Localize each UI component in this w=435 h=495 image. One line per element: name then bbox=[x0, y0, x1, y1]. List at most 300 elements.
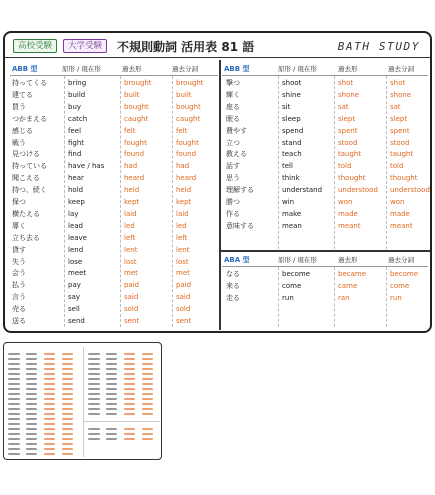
thumbnail-text-mark bbox=[88, 383, 100, 385]
past-cell: won bbox=[338, 198, 353, 206]
thumbnail-text-mark bbox=[142, 373, 153, 375]
thumbnail-text-mark bbox=[62, 353, 73, 355]
base-cell: find bbox=[68, 150, 82, 159]
past-cell: led bbox=[124, 221, 135, 230]
meaning-cell: 感じる bbox=[12, 126, 33, 135]
base-cell: become bbox=[282, 270, 311, 278]
meaning-cell: 教える bbox=[226, 150, 247, 159]
thumbnail-text-mark bbox=[88, 398, 100, 400]
base-cell: hear bbox=[68, 174, 84, 183]
pp-cell: heard bbox=[176, 174, 197, 183]
meaning-cell: なる bbox=[226, 270, 240, 278]
thumbnail-text-mark bbox=[8, 378, 20, 380]
table-row bbox=[222, 281, 428, 293]
past-cell: sold bbox=[124, 305, 139, 314]
meaning-cell: 払う bbox=[12, 281, 26, 290]
table-header bbox=[222, 253, 428, 267]
badge-university[interactable]: 大学受験 bbox=[63, 39, 107, 53]
thumbnail-text-mark bbox=[8, 363, 20, 365]
meaning-cell: 意味する bbox=[226, 221, 254, 230]
thumbnail-text-mark bbox=[8, 413, 20, 415]
thumbnail-text-mark bbox=[44, 443, 55, 445]
meaning-cell: 買う bbox=[12, 102, 26, 111]
thumbnail-text-mark bbox=[142, 388, 153, 390]
thumbnail-text-mark bbox=[62, 453, 73, 455]
thumbnail-text-mark bbox=[44, 363, 55, 365]
thumbnail-text-mark bbox=[142, 403, 153, 405]
thumbnail-text-mark bbox=[142, 378, 153, 380]
thumbnail-text-mark bbox=[106, 393, 117, 395]
past-cell: became bbox=[338, 270, 367, 278]
past-cell: laid bbox=[124, 209, 137, 218]
thumbnail-text-mark bbox=[8, 398, 20, 400]
base-cell: lead bbox=[68, 221, 83, 230]
meaning-cell: 失う bbox=[12, 257, 26, 266]
table-row bbox=[10, 316, 218, 328]
pp-cell: stood bbox=[390, 138, 410, 147]
thumbnail-text-mark bbox=[62, 403, 73, 405]
past-cell: caught bbox=[124, 114, 149, 123]
pp-cell: lost bbox=[176, 257, 189, 266]
thumbnail-text-mark bbox=[44, 388, 55, 390]
thumbnail-text-mark bbox=[44, 428, 55, 430]
meaning-cell: 立つ bbox=[226, 138, 240, 147]
table-row bbox=[10, 197, 218, 209]
base-cell: fight bbox=[68, 138, 85, 147]
past-header: 過去形 bbox=[338, 65, 358, 73]
base-cell: sell bbox=[68, 305, 80, 314]
thumbnail-text-mark bbox=[26, 403, 37, 405]
column-separator bbox=[334, 267, 335, 327]
column-separator bbox=[334, 76, 335, 249]
meaning-cell: 持ってくる bbox=[12, 79, 47, 87]
thumbnail-text-mark bbox=[62, 393, 73, 395]
thumbnail-text-mark bbox=[124, 433, 135, 435]
pp-header: 過去分詞 bbox=[388, 65, 414, 73]
pp-cell: slept bbox=[390, 114, 408, 123]
thumbnail-text-mark bbox=[44, 398, 55, 400]
table-row bbox=[222, 114, 428, 126]
base-cell: shoot bbox=[282, 79, 302, 87]
thumbnail-text-mark bbox=[26, 413, 37, 415]
thumbnail-text-mark bbox=[26, 353, 37, 355]
table-row bbox=[10, 209, 218, 221]
thumbnail-text-mark bbox=[8, 353, 20, 355]
thumbnail-text-mark bbox=[88, 368, 100, 370]
thumbnail-text-mark bbox=[44, 453, 55, 455]
thumbnail-text-mark bbox=[124, 403, 135, 405]
thumbnail-text-mark bbox=[62, 433, 73, 435]
base-cell: lay bbox=[68, 209, 79, 218]
thumbnail-text-mark bbox=[44, 413, 55, 415]
thumbnail-text-mark bbox=[124, 363, 135, 365]
thumbnail-text-mark bbox=[26, 438, 37, 440]
thumbnail-text-mark bbox=[8, 453, 20, 455]
thumbnail-text-mark bbox=[124, 358, 135, 360]
thumbnail-text-mark bbox=[142, 353, 153, 355]
past-cell: lost bbox=[124, 257, 137, 266]
meaning-cell: 作る bbox=[226, 209, 240, 218]
pp-cell: bought bbox=[176, 102, 201, 111]
past-cell: found bbox=[124, 150, 145, 159]
table-row bbox=[10, 102, 218, 114]
thumbnail-text-mark bbox=[142, 393, 153, 395]
base-cell: think bbox=[282, 174, 300, 183]
table-row bbox=[222, 197, 428, 209]
pattern-label: ABB 型 bbox=[12, 65, 38, 73]
thumbnail-text-mark bbox=[44, 408, 55, 410]
past-cell: paid bbox=[124, 281, 140, 290]
brand-logo: BATH STUDY bbox=[337, 40, 420, 53]
table-row bbox=[222, 78, 428, 90]
thumbnail-text-mark bbox=[142, 383, 153, 385]
table-row bbox=[222, 269, 428, 281]
thumbnail-text-mark bbox=[44, 378, 55, 380]
thumbnail-text-mark bbox=[26, 428, 37, 430]
base-cell: shine bbox=[282, 90, 301, 99]
meaning-cell: 戦う bbox=[12, 138, 26, 147]
thumbnail-text-mark bbox=[62, 363, 73, 365]
meaning-cell: 持っている bbox=[12, 162, 47, 171]
meaning-cell: 理解する bbox=[226, 186, 254, 195]
table-row bbox=[10, 173, 218, 185]
thumbnail-text-mark bbox=[44, 358, 55, 360]
thumbnail-text-mark bbox=[106, 368, 117, 370]
thumbnail-text-mark bbox=[8, 358, 20, 360]
past-cell: sent bbox=[124, 317, 140, 325]
table-row bbox=[222, 221, 428, 233]
past-cell: thought bbox=[338, 174, 366, 183]
base-cell: win bbox=[282, 198, 295, 206]
thumbnail-text-mark bbox=[142, 438, 153, 440]
meaning-cell: 座る bbox=[226, 102, 240, 111]
table-row bbox=[10, 268, 218, 280]
thumbnail-text-mark bbox=[26, 378, 37, 380]
base-cell: make bbox=[282, 209, 302, 218]
pp-cell: told bbox=[390, 162, 404, 171]
thumbnail-text-mark bbox=[106, 388, 117, 390]
past-header: 過去形 bbox=[338, 256, 358, 264]
thumbnail-text-mark bbox=[106, 408, 117, 410]
past-cell: brought bbox=[124, 79, 152, 87]
thumbnail-text-mark bbox=[62, 368, 73, 370]
base-cell: bring bbox=[68, 79, 87, 87]
thumbnail-text-mark bbox=[88, 413, 100, 415]
pp-cell: sat bbox=[390, 102, 401, 111]
meaning-cell: 眠る bbox=[226, 114, 240, 123]
base-cell: sit bbox=[282, 102, 291, 111]
thumbnail-preview[interactable] bbox=[3, 342, 162, 460]
thumbnail-text-mark bbox=[26, 383, 37, 385]
badge-high-school[interactable]: 高校受験 bbox=[13, 39, 57, 53]
thumbnail-text-mark bbox=[124, 413, 135, 415]
past-cell: made bbox=[338, 209, 358, 218]
past-cell: shot bbox=[338, 79, 354, 87]
base-cell: mean bbox=[282, 221, 302, 230]
base-cell: tell bbox=[282, 162, 293, 171]
past-cell: held bbox=[124, 186, 140, 195]
thumbnail-text-mark bbox=[44, 438, 55, 440]
thumbnail-text-mark bbox=[106, 428, 117, 430]
past-cell: came bbox=[338, 281, 358, 290]
pp-cell: understood bbox=[390, 186, 430, 195]
base-header: 原形 / 現在形 bbox=[278, 256, 317, 264]
table-row bbox=[10, 161, 218, 173]
meaning-cell: つかまえる bbox=[12, 114, 47, 123]
verb-table-card bbox=[3, 31, 432, 333]
pp-cell: shone bbox=[390, 90, 412, 99]
thumbnail-text-mark bbox=[62, 443, 73, 445]
pattern-label: ABB 型 bbox=[224, 65, 250, 73]
meaning-cell: 走る bbox=[226, 293, 240, 302]
past-cell: felt bbox=[124, 126, 136, 135]
pp-cell: paid bbox=[176, 281, 192, 290]
pp-header: 過去分詞 bbox=[388, 256, 414, 264]
meaning-cell: 横たえる bbox=[12, 209, 40, 218]
thumbnail-text-mark bbox=[8, 373, 20, 375]
past-cell: had bbox=[124, 162, 138, 171]
thumbnail-text-mark bbox=[8, 448, 20, 450]
thumbnail-text-mark bbox=[106, 398, 117, 400]
table-row bbox=[222, 102, 428, 114]
meaning-cell: 思う bbox=[226, 174, 240, 183]
past-cell: shone bbox=[338, 90, 360, 99]
thumbnail-text-mark bbox=[124, 378, 135, 380]
table-row bbox=[222, 126, 428, 138]
pp-cell: thought bbox=[390, 174, 418, 183]
thumbnail-text-mark bbox=[8, 438, 20, 440]
thumbnail-text-mark bbox=[106, 433, 117, 435]
past-cell: fought bbox=[124, 138, 147, 147]
pp-cell: said bbox=[176, 293, 191, 302]
past-cell: kept bbox=[124, 198, 140, 206]
past-cell: built bbox=[124, 90, 140, 99]
pp-cell: made bbox=[390, 209, 410, 218]
table-row bbox=[10, 292, 218, 304]
meaning-cell: 立ち去る bbox=[12, 233, 40, 242]
table-header bbox=[222, 62, 428, 76]
thumbnail-text-mark bbox=[62, 373, 73, 375]
column-separator bbox=[278, 76, 279, 249]
thumbnail-text-mark bbox=[8, 433, 20, 435]
thumbnail-text-mark bbox=[26, 358, 37, 360]
thumbnail-text-mark bbox=[8, 428, 20, 430]
table-row bbox=[222, 90, 428, 102]
pp-cell: caught bbox=[176, 114, 201, 123]
meaning-cell: 来る bbox=[226, 281, 240, 290]
thumbnail-text-mark bbox=[124, 438, 135, 440]
base-cell: feel bbox=[68, 126, 82, 135]
past-cell: told bbox=[338, 162, 352, 171]
table-row bbox=[10, 126, 218, 138]
table-row bbox=[10, 138, 218, 150]
thumbnail-text-mark bbox=[62, 438, 73, 440]
thumbnail-text-mark bbox=[44, 433, 55, 435]
pp-cell: laid bbox=[176, 209, 189, 218]
thumbnail-text-mark bbox=[26, 393, 37, 395]
column-separator bbox=[120, 76, 121, 327]
pp-cell: sent bbox=[176, 317, 192, 325]
thumbnail-text-mark bbox=[124, 353, 135, 355]
meaning-cell: 導く bbox=[12, 221, 26, 230]
base-cell: understand bbox=[282, 186, 323, 195]
pp-cell: kept bbox=[176, 198, 192, 206]
meaning-cell: 見つける bbox=[12, 150, 40, 159]
thumbnail-text-mark bbox=[26, 433, 37, 435]
thumbnail-text-mark bbox=[62, 423, 73, 425]
thumbnail-text-mark bbox=[88, 403, 100, 405]
thumbnail-text-mark bbox=[106, 363, 117, 365]
pp-cell: lent bbox=[176, 245, 190, 254]
table-row bbox=[222, 209, 428, 221]
table-row bbox=[10, 185, 218, 197]
base-cell: come bbox=[282, 281, 302, 290]
thumbnail-text-mark bbox=[88, 393, 100, 395]
table-row bbox=[10, 114, 218, 126]
thumbnail-text-mark bbox=[44, 423, 55, 425]
thumbnail-text-mark bbox=[106, 413, 117, 415]
thumbnail-text-mark bbox=[62, 383, 73, 385]
section-divider bbox=[220, 250, 432, 252]
thumbnail-text-mark bbox=[88, 358, 100, 360]
meaning-cell: 売る bbox=[12, 305, 26, 314]
table-header bbox=[10, 62, 218, 76]
thumbnail-text-mark bbox=[44, 373, 55, 375]
past-cell: said bbox=[124, 293, 139, 302]
pp-cell: fought bbox=[176, 138, 199, 147]
thumbnail-text-mark bbox=[88, 433, 100, 435]
thumbnail-text-mark bbox=[8, 408, 20, 410]
thumbnail-text-mark bbox=[26, 453, 37, 455]
base-cell: meet bbox=[68, 269, 87, 278]
pp-cell: held bbox=[176, 186, 192, 195]
thumbnail-text-mark bbox=[26, 373, 37, 375]
thumbnail-text-mark bbox=[142, 368, 153, 370]
table-row bbox=[222, 293, 428, 305]
thumbnail-text-mark bbox=[62, 388, 73, 390]
thumbnail-text-mark bbox=[142, 358, 153, 360]
base-header: 原形 / 現在形 bbox=[278, 65, 317, 73]
base-cell: spend bbox=[282, 126, 304, 135]
thumbnail-text-mark bbox=[44, 368, 55, 370]
meaning-cell: 建てる bbox=[12, 90, 33, 99]
thumbnail-text-mark bbox=[8, 423, 20, 425]
thumbnail-text-mark bbox=[8, 368, 20, 370]
pp-cell: shot bbox=[390, 79, 406, 87]
past-cell: sat bbox=[338, 102, 349, 111]
thumbnail-text-mark bbox=[26, 388, 37, 390]
thumbnail-text-mark bbox=[62, 448, 73, 450]
table-row bbox=[222, 138, 428, 150]
thumbnail-divider bbox=[84, 421, 160, 422]
thumbnail-text-mark bbox=[124, 368, 135, 370]
table-row bbox=[10, 257, 218, 269]
meaning-cell: 撃つ bbox=[226, 79, 240, 87]
past-cell: ran bbox=[338, 293, 350, 302]
pp-cell: built bbox=[176, 90, 192, 99]
table-row bbox=[222, 149, 428, 161]
thumbnail-text-mark bbox=[106, 353, 117, 355]
table-row bbox=[10, 221, 218, 233]
column-separator bbox=[172, 76, 173, 327]
column-divider bbox=[219, 60, 221, 330]
meaning-cell: 言う bbox=[12, 293, 26, 302]
thumbnail-text-mark bbox=[8, 383, 20, 385]
thumbnail-text-mark bbox=[124, 393, 135, 395]
past-cell: met bbox=[124, 269, 138, 278]
thumbnail-text-mark bbox=[88, 353, 100, 355]
base-cell: run bbox=[282, 293, 294, 302]
base-cell: stand bbox=[282, 138, 302, 147]
base-cell: leave bbox=[68, 233, 87, 242]
base-cell: lend bbox=[68, 245, 84, 254]
thumbnail-text-mark bbox=[62, 408, 73, 410]
past-cell: heard bbox=[124, 174, 145, 183]
past-cell: understood bbox=[338, 186, 378, 195]
past-cell: bought bbox=[124, 102, 149, 111]
meaning-cell: 持つ、続く bbox=[12, 186, 47, 195]
table-row bbox=[10, 78, 218, 90]
abb-table-left bbox=[10, 62, 218, 327]
meaning-cell: 輝く bbox=[226, 90, 240, 99]
thumbnail-text-mark bbox=[62, 398, 73, 400]
past-cell: left bbox=[124, 233, 136, 242]
past-cell: lent bbox=[124, 245, 138, 254]
pp-header: 過去分詞 bbox=[172, 65, 198, 73]
pp-cell: had bbox=[176, 162, 190, 171]
column-separator bbox=[386, 267, 387, 327]
meaning-cell: 保つ bbox=[12, 198, 26, 206]
pp-cell: met bbox=[176, 269, 190, 278]
past-cell: spent bbox=[338, 126, 358, 135]
table-row bbox=[10, 90, 218, 102]
thumbnail-text-mark bbox=[62, 428, 73, 430]
pp-cell: sold bbox=[176, 305, 191, 314]
base-cell: lose bbox=[68, 257, 83, 266]
thumbnail-text-mark bbox=[26, 363, 37, 365]
base-cell: send bbox=[68, 317, 85, 325]
pattern-label: ABA 型 bbox=[224, 256, 250, 264]
pp-cell: left bbox=[176, 233, 188, 242]
meaning-cell: 勝つ bbox=[226, 198, 240, 206]
thumbnail-text-mark bbox=[124, 428, 135, 430]
thumbnail-text-mark bbox=[142, 363, 153, 365]
past-cell: slept bbox=[338, 114, 356, 123]
thumbnail-divider bbox=[83, 347, 84, 457]
thumbnail-text-mark bbox=[106, 378, 117, 380]
thumbnail-text-mark bbox=[62, 378, 73, 380]
pp-cell: brought bbox=[176, 79, 204, 87]
thumbnail-text-mark bbox=[8, 388, 20, 390]
abb-table-right bbox=[222, 62, 428, 249]
column-separator bbox=[386, 76, 387, 249]
thumbnail-text-mark bbox=[88, 438, 100, 440]
pp-cell: come bbox=[390, 281, 410, 290]
thumbnail-text-mark bbox=[106, 358, 117, 360]
pp-cell: taught bbox=[390, 150, 414, 159]
thumbnail-text-mark bbox=[26, 443, 37, 445]
base-cell: catch bbox=[68, 114, 88, 123]
thumbnail-text-mark bbox=[124, 388, 135, 390]
thumbnail-text-mark bbox=[26, 423, 37, 425]
thumbnail-text-mark bbox=[106, 383, 117, 385]
aba-table bbox=[222, 253, 428, 327]
meaning-cell: 貸す bbox=[12, 245, 26, 254]
base-cell: teach bbox=[282, 150, 302, 159]
base-cell: have / has bbox=[68, 162, 105, 171]
column-separator bbox=[278, 267, 279, 327]
table-row bbox=[10, 304, 218, 316]
